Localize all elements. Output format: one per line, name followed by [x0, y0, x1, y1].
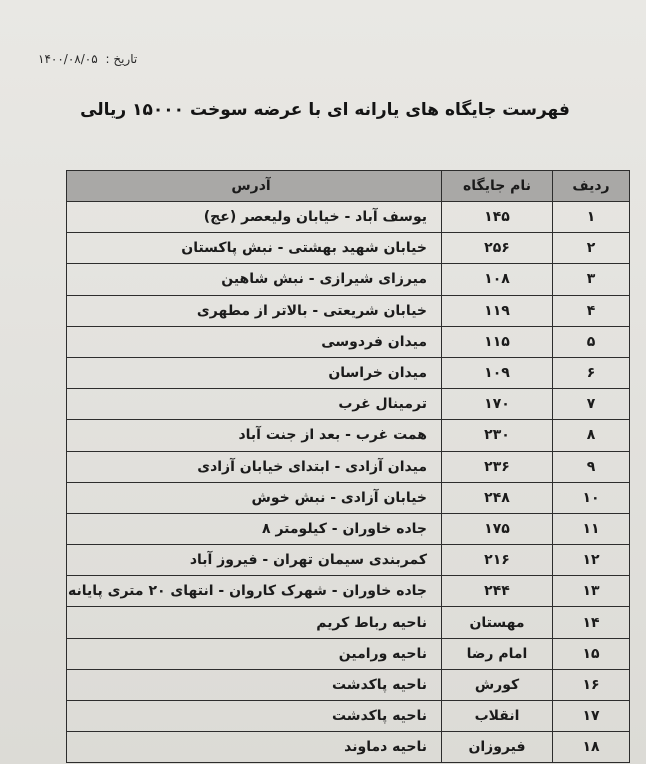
station-name-cell: ۱۴۵ [442, 202, 553, 233]
row-number-cell: ۱۰ [553, 482, 630, 513]
station-name-cell: ۲۵۶ [442, 233, 553, 264]
address-cell: ناحیه پاکدشت [67, 701, 442, 732]
table-row [67, 732, 630, 763]
row-number-cell: ۱۶ [553, 669, 630, 700]
header-row-number: ردیف [553, 171, 630, 202]
address-cell: میدان فردوسی [67, 326, 442, 357]
table-row [67, 451, 630, 482]
table-row [67, 389, 630, 420]
station-name-cell: ۱۷۰ [442, 389, 553, 420]
station-name-cell: انقلاب [442, 701, 553, 732]
station-name-cell: ۲۴۴ [442, 576, 553, 607]
row-number-cell: ۱۵ [553, 638, 630, 669]
address-cell: جاده خاوران - شهرک کاروان - انتهای ۲۰ متری پایانه [67, 576, 442, 607]
table-row [67, 513, 630, 544]
address-cell: خیابان شهید بهشتی - نبش پاکستان [67, 233, 442, 264]
table-row [67, 701, 630, 732]
station-name-cell: ۱۰۸ [442, 264, 553, 295]
table-row [67, 420, 630, 451]
table-row [67, 326, 630, 357]
row-number-cell: ۱۲ [553, 545, 630, 576]
address-cell: جاده خاوران - کیلومتر ۸ [67, 513, 442, 544]
table-row [67, 638, 630, 669]
table-body [67, 202, 630, 763]
stations-table [66, 170, 630, 763]
row-number-cell: ۱۷ [553, 701, 630, 732]
station-name-cell: ۱۰۹ [442, 357, 553, 388]
address-cell: ترمینال غرب [67, 389, 442, 420]
station-name-cell: فیروزان [442, 732, 553, 763]
row-number-cell: ۱۱ [553, 513, 630, 544]
address-cell: ناحیه رباط کریم [67, 607, 442, 638]
address-cell: میرزای شیرازی - نبش شاهین [67, 264, 442, 295]
table-row [67, 607, 630, 638]
station-name-cell: امام رضا [442, 638, 553, 669]
address-cell: یوسف آباد - خیابان ولیعصر (عج) [67, 202, 442, 233]
station-name-cell: ۱۱۹ [442, 295, 553, 326]
station-name-cell: ۲۳۶ [442, 451, 553, 482]
row-number-cell: ۳ [553, 264, 630, 295]
row-number-cell: ۱ [553, 202, 630, 233]
row-number-cell: ۲ [553, 233, 630, 264]
row-number-cell: ۸ [553, 420, 630, 451]
row-number-cell: ۱۴ [553, 607, 630, 638]
station-name-cell: ۲۳۰ [442, 420, 553, 451]
date-value: ۱۴۰۰/۰۸/۰۵ [38, 52, 98, 66]
row-number-cell: ۹ [553, 451, 630, 482]
date-line [38, 52, 137, 66]
table-row [67, 545, 630, 576]
station-name-cell: مهستان [442, 607, 553, 638]
address-cell: ناحیه دماوند [67, 732, 442, 763]
station-name-cell: ۱۱۵ [442, 326, 553, 357]
row-number-cell: ۱۸ [553, 732, 630, 763]
address-cell: کمربندی سیمان تهران - فیروز آباد [67, 545, 442, 576]
header-address: آدرس [67, 171, 442, 202]
address-cell: میدان آزادی - ابتدای خیابان آزادی [67, 451, 442, 482]
address-cell: همت غرب - بعد از جنت آباد [67, 420, 442, 451]
station-name-cell: کورش [442, 669, 553, 700]
header-station-name: نام جایگاه [442, 171, 553, 202]
row-number-cell: ۴ [553, 295, 630, 326]
station-name-cell: ۲۱۶ [442, 545, 553, 576]
table-row [67, 576, 630, 607]
address-cell: میدان خراسان [67, 357, 442, 388]
address-cell: خیابان شریعتی - بالاتر از مطهری [67, 295, 442, 326]
station-name-cell: ۲۴۸ [442, 482, 553, 513]
row-number-cell: ۱۳ [553, 576, 630, 607]
address-cell: ناحیه پاکدشت [67, 669, 442, 700]
table-header-row [67, 171, 630, 202]
table-row [67, 233, 630, 264]
table-row [67, 202, 630, 233]
row-number-cell: ۷ [553, 389, 630, 420]
table-row [67, 482, 630, 513]
address-cell: ناحیه ورامین [67, 638, 442, 669]
table-row [67, 357, 630, 388]
table-row [67, 669, 630, 700]
address-cell: خیابان آزادی - نبش خوش [67, 482, 442, 513]
station-name-cell: ۱۷۵ [442, 513, 553, 544]
document-title: فهرست جایگاه های یارانه ای با عرضه سوخت ۱۵۰۰۰ ریالی [80, 100, 570, 120]
date-label: تاریخ : [105, 52, 138, 66]
table-row [67, 295, 630, 326]
row-number-cell: ۶ [553, 357, 630, 388]
row-number-cell: ۵ [553, 326, 630, 357]
table-row [67, 264, 630, 295]
